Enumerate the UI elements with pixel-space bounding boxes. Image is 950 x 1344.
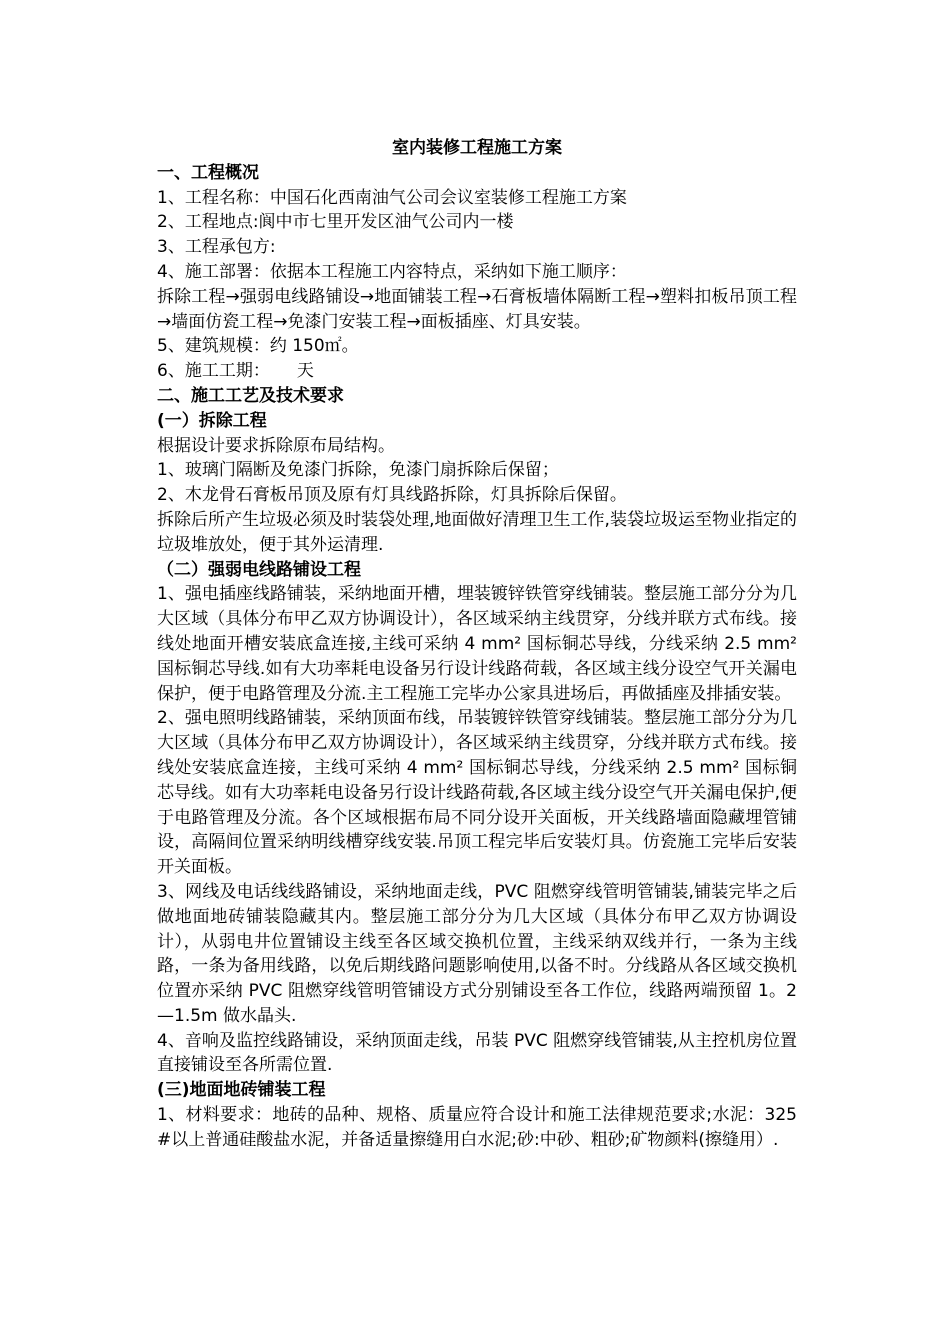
document-title: 室内装修工程施工方案 bbox=[392, 138, 562, 158]
document-page bbox=[157, 136, 797, 1153]
wiring-item-2: 2、强电照明线路铺装，采纳顶面布线，吊装镀锌铁管穿线铺装。整层施工部分分为几大区域（具体分布甲乙双方协调设计），各区域采纳主线贯穿，分线并联方式布线。接线处安装底盒连接，主线可采纳 4 mm² 国标铜芯导线，分线采纳 2.5 mm² 国标铜芯导线。如有大功率耗电设备另行设计线路荷载,各区域主线分设空气开关漏电保护,便于电路管理及分流。各个区域根据布局不同分设开关面板，开关线路墙面隐藏埋管铺设，高隔间位置采纳明线槽穿线安装.吊顶工程完毕后安装灯具。仿瓷施工完毕后安装开关面板。 bbox=[157, 708, 797, 878]
demolition-item-1: 1、玻璃门隔断及免漆门拆除，免漆门扇拆除后保留； bbox=[157, 460, 559, 481]
tiling-item-1: 1、材料要求：地砖的品种、规格、质量应符合设计和施工法律规范要求;水泥：325#以上普通硅酸盐水泥，并备适量擦缝用白水泥;砂:中砂、粗砂;矿物颜料(擦缝用）. bbox=[157, 1105, 797, 1150]
subsection-heading-tiling: (三)地面地砖铺装工程 bbox=[157, 1080, 326, 1101]
demolition-item-2: 2、木龙骨石膏板吊顶及原有灯具线路拆除，灯具拆除后保留。 bbox=[157, 485, 627, 506]
construction-period: 6、施工工期： 天 bbox=[157, 361, 314, 382]
building-scale: 5、建筑规模：约 150㎡。 bbox=[157, 336, 359, 357]
construction-sequence: 拆除工程→强弱电线路铺设→地面铺装工程→石膏板墙体隔断工程→塑料扣板吊顶工程→墙面仿瓷工程→免漆门安装工程→面板插座、灯具安装。 bbox=[157, 286, 797, 332]
subsection-heading-wiring: （二）强弱电线路铺设工程 bbox=[157, 559, 361, 580]
project-contractor: 3、工程承包方: bbox=[157, 237, 276, 258]
wiring-item-3: 3、网线及电话线线路铺设，采纳地面走线，PVC 阻燃穿线管明管铺装,铺装完毕之后做地面地砖铺装隐藏其内。整层施工部分分为几大区域（具体分布甲乙双方协调设计），从弱电井位置铺设主线至各区域交换机位置，主线采纳双线并行，一条为主线路，一条为备用线路，以免后期线路问题影响使用,以备不时。分线路从各区域交换机位置亦采纳 PVC 阻燃穿线管明管铺设方式分别铺设至各工作位，线路两端预留 1。2—1.5m 做水晶头. bbox=[157, 881, 797, 1026]
project-name: 1、工程名称：中国石化西南油气公司会议室装修工程施工方案 bbox=[157, 187, 627, 208]
project-location: 2、工程地点:阆中市七里开发区油气公司内一楼 bbox=[157, 212, 514, 233]
construction-deployment: 4、施工部署：依据本工程施工内容特点，采纳如下施工顺序： bbox=[157, 261, 627, 282]
section-heading-process: 二、施工工艺及技术要求 bbox=[157, 385, 344, 406]
section-heading-overview: 一、工程概况 bbox=[157, 162, 259, 183]
wiring-item-1: 1、强电插座线路铺装，采纳地面开槽，埋装镀锌铁管穿线铺装。整层施工部分分为几大区域（具体分布甲乙双方协调设计），各区域采纳主线贯穿，分线并联方式布线。接线处地面开槽安装底盒连接,主线可采纳 4 mm² 国标铜芯导线，分线采纳 2.5 mm² 国标铜芯导线.如有大功率耗电设备另行设计线路荷载，各区域主线分设空气开关漏电保护，便于电路管理及分流.主工程施工完毕办公家具进场后，再做插座及排插安装。 bbox=[157, 584, 797, 704]
wiring-item-4: 4、音响及监控线路铺设，采纳顶面走线，吊装 PVC 阻燃穿线管铺装,从主控机房位置直接铺设至各所需位置. bbox=[157, 1030, 797, 1076]
demolition-intro: 根据设计要求拆除原布局结构。 bbox=[157, 435, 395, 456]
subsection-heading-demolition: (一）拆除工程 bbox=[157, 410, 267, 431]
demolition-cleanup: 拆除后所产生垃圾必须及时装袋处理,地面做好清理卫生工作,装袋垃圾运至物业指定的垃圾堆放处，便于其外运清理. bbox=[157, 509, 797, 555]
